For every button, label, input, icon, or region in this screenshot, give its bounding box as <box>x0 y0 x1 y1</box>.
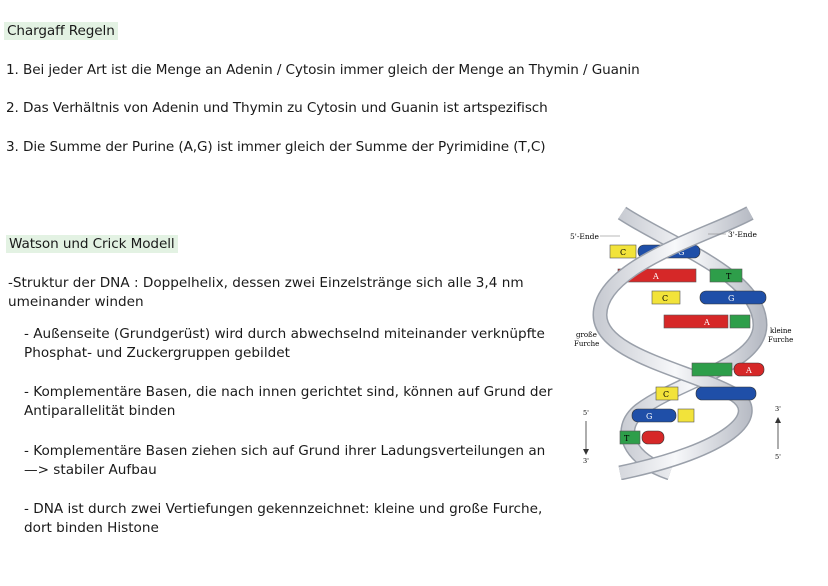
major-groove-label: Furche <box>574 340 600 348</box>
base-label: A <box>653 272 659 281</box>
chargaff-title: Chargaff Regeln <box>4 22 118 41</box>
right-bottom-end-label: 5' <box>775 453 781 461</box>
bullet-grooves: - DNA ist durch zwei Vertiefungen gekennzeichnet: kleine und große Furche, dort binden Histone <box>24 501 543 536</box>
bullet-charge: - Komplementäre Basen ziehen sich auf Grund ihrer Ladungsverteilungen an —> stabiler Aufbau <box>24 443 546 478</box>
base-pair-8 <box>620 431 664 444</box>
five-prime-end-label: 5'-Ende <box>570 232 599 241</box>
minor-groove-label: Furche <box>768 336 794 344</box>
base-label: G <box>678 248 685 257</box>
bullet-antiparallel: - Komplementäre Basen, die nach innen gerichtet sind, können auf Grund der Antiparallelität binden <box>24 384 553 419</box>
chargaff-rule-2: 2. Das Verhältnis von Adenin und Thymin zu Cytosin und Guanin ist artspezifisch <box>6 100 548 116</box>
right-top-end-label: 3' <box>775 405 781 413</box>
structure-paragraph: -Struktur der DNA : Doppelhelix, dessen zwei Einzelstränge sich alle 3,4 nm umeinander winden <box>8 275 524 310</box>
base-label: C <box>662 294 669 303</box>
base-label: A <box>704 318 710 327</box>
watson-crick-title: Watson und Crick Modell <box>6 235 178 254</box>
left-top-end-label: 5' <box>583 409 589 417</box>
chargaff-rule-1: 1. Bei jeder Art ist die Menge an Adenin / Cytosin immer gleich der Menge an Thymin / Guanin <box>6 62 640 78</box>
base-label: C <box>620 248 627 257</box>
bullet-backbone: - Außenseite (Grundgerüst) wird durch abwechselnd miteinander verknüpfte Phosphat- und Zuckergruppen gebildet <box>24 326 545 361</box>
chargaff-rule-3: 3. Die Summe der Purine (A,G) ist immer gleich der Summe der Pyrimidine (T,C) <box>6 139 546 155</box>
base-pair-7 <box>632 409 694 422</box>
base-label: A <box>746 366 752 375</box>
base-pair-5 <box>692 363 764 376</box>
base-label: T <box>624 434 630 443</box>
base-pair-6 <box>656 387 756 400</box>
left-bottom-end-label: 3' <box>583 457 589 465</box>
major-groove-label: große <box>576 331 597 339</box>
dna-double-helix-figure <box>560 205 810 480</box>
base-label: G <box>728 294 735 303</box>
base-label: G <box>646 412 653 421</box>
base-label: C <box>663 390 670 399</box>
three-prime-end-label: 3'-Ende <box>728 230 757 239</box>
base-label: T <box>726 272 732 281</box>
minor-groove-label: kleine <box>770 327 792 335</box>
base-pair-4 <box>664 315 750 328</box>
base-pair-3 <box>652 291 766 304</box>
